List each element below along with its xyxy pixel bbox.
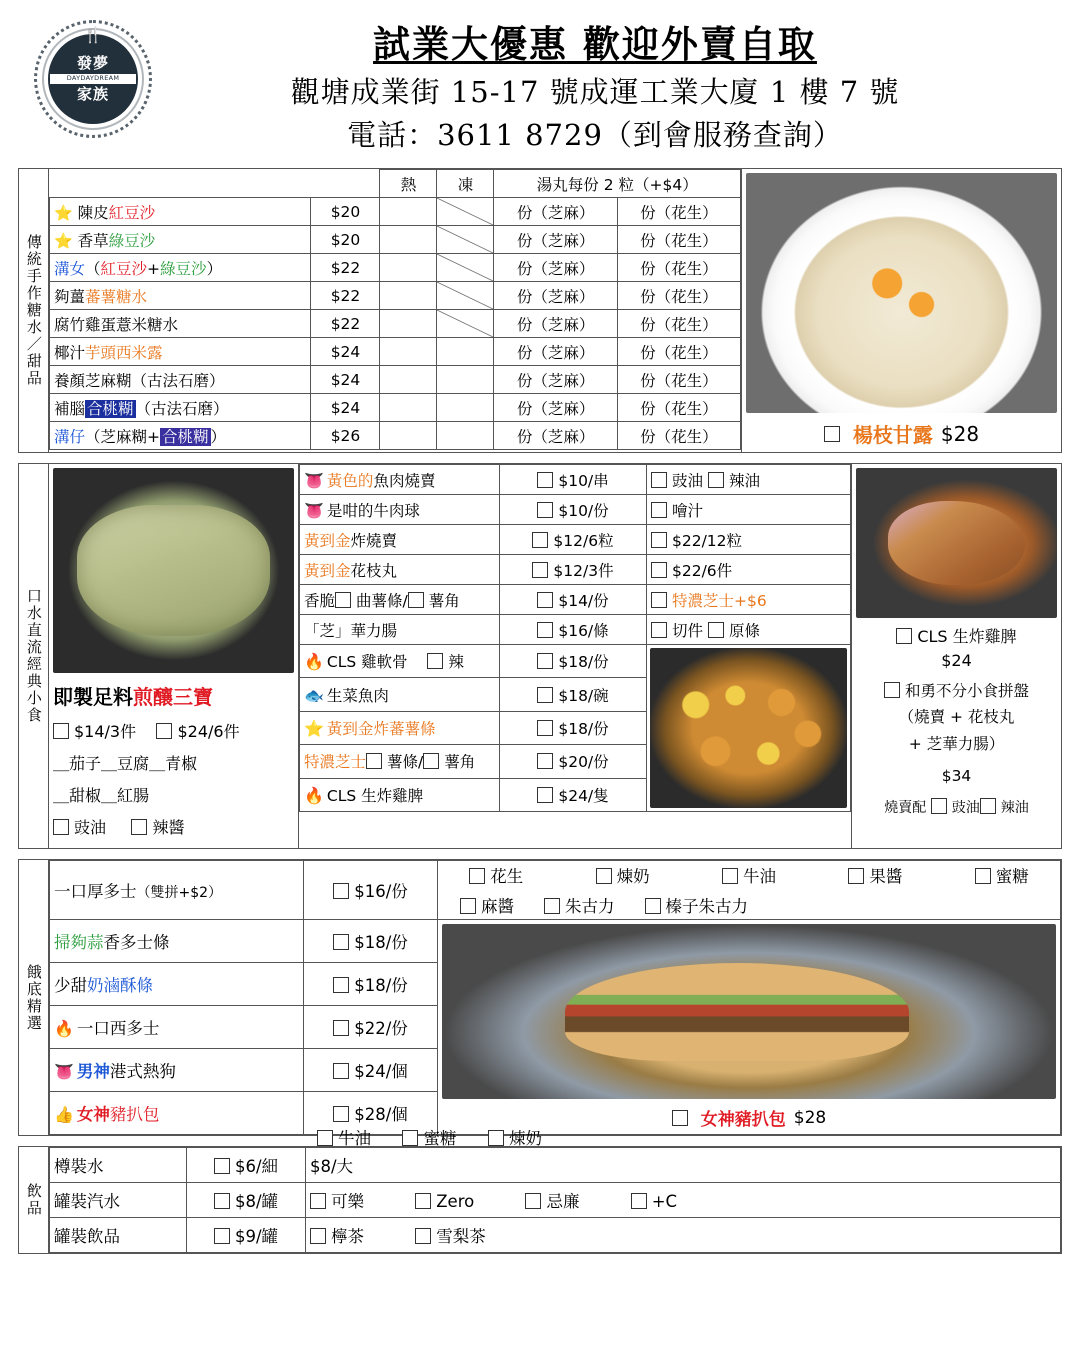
dessert-name: ⭐ 陳皮紅豆沙 (50, 198, 311, 226)
price-checkbox[interactable] (333, 1106, 349, 1122)
star-icon: ⭐ (304, 718, 324, 738)
price-alt-checkbox[interactable] (651, 532, 667, 548)
section-toast-label: 餓底精選 (19, 860, 49, 1135)
tangyuan-peanut[interactable]: 份（花生） (617, 338, 740, 366)
condensed-milk-checkbox[interactable] (596, 868, 612, 884)
fries-checkbox[interactable] (366, 753, 382, 769)
drink-price-1[interactable]: $6/細 (187, 1148, 306, 1183)
soy-sauce-checkbox[interactable] (931, 798, 947, 814)
menu-header (18, 8, 1062, 158)
dessert-price: $22 (311, 254, 380, 282)
col-tangyuan: 湯丸每份 2 粒（+$4） (494, 170, 741, 198)
snack-name: 🔥 CLS 雞軟骨 辣 (300, 645, 500, 678)
snack-name: 👅 黃色的魚肉燒賣 (300, 465, 500, 495)
table-header-row (50, 170, 741, 198)
hot-cell[interactable] (380, 226, 437, 254)
snack-price[interactable]: $18/份 (500, 645, 647, 678)
price-checkbox[interactable] (537, 720, 553, 736)
fried-chicken-checkbox[interactable] (896, 628, 912, 644)
hot-cell[interactable] (380, 310, 437, 338)
drink-name: 罐裝飲品 (50, 1218, 187, 1253)
price-checkbox[interactable] (532, 562, 548, 578)
drink-options[interactable]: 檸茶 雪梨茶 (306, 1218, 1061, 1253)
mango-sago-photo (746, 173, 1057, 413)
snack-name: 香脆 曲薯條/ 薯角 (300, 585, 500, 615)
combo-line2: + 芝華力腸） (908, 734, 1005, 753)
dessert-name: 溝女（紅豆沙+綠豆沙） (50, 254, 311, 282)
snack-name: 🔥 CLS 生炸雞脾 (300, 778, 500, 811)
tangyuan-sesame[interactable]: 份（芝麻） (494, 282, 617, 310)
tangyuan-sesame[interactable]: 份（芝麻） (494, 254, 617, 282)
col-hot: 熱 (380, 170, 437, 198)
fried-chicken-price: $24 (941, 651, 972, 670)
toast-name: 👍 女神豬扒包 (50, 1092, 304, 1135)
snack-platter-photo-cell (647, 645, 851, 812)
tangyuan-peanut[interactable]: 份（花生） (617, 422, 740, 450)
toast-price[interactable]: $16/份 (304, 861, 438, 920)
table-row[interactable] (300, 645, 851, 678)
dessert-table (49, 169, 741, 450)
pork-chop-burger-photo (442, 924, 1056, 1099)
price-checkbox[interactable] (532, 532, 548, 548)
snack-price[interactable]: $18/份 (500, 711, 647, 744)
toast-table (49, 860, 1061, 1135)
table-row[interactable] (50, 394, 741, 422)
snack-price[interactable]: $10/串 (500, 465, 647, 495)
wedges-checkbox[interactable] (423, 753, 439, 769)
toast-name: 🔥 一口西多士 (50, 1006, 304, 1049)
pork-chop-burger-checkbox[interactable] (672, 1110, 688, 1126)
dessert-price: $22 (311, 282, 380, 310)
dessert-price: $26 (311, 422, 380, 450)
price-checkbox[interactable] (537, 502, 553, 518)
fire-icon: 🔥 (304, 785, 324, 805)
drink-name: 罐裝汽水 (50, 1183, 187, 1218)
snack-price[interactable]: $14/份 (500, 585, 647, 615)
cold-cell[interactable] (437, 366, 494, 394)
snack-price[interactable]: $12/3件 (500, 555, 647, 585)
utensils-icon: 🍴 (83, 26, 103, 44)
thumbs-up-icon: 👍 (54, 1105, 74, 1124)
chili-oil-checkbox[interactable] (980, 798, 996, 814)
snack-price[interactable]: $10/份 (500, 495, 647, 525)
plus-c-checkbox[interactable] (631, 1193, 647, 1209)
table-row[interactable] (300, 585, 851, 615)
star-icon: ⭐ (54, 231, 73, 250)
fire-icon: 🔥 (54, 1019, 74, 1038)
toast-price[interactable]: $18/份 (304, 963, 438, 1006)
table-row[interactable] (50, 366, 741, 394)
price-checkbox[interactable] (333, 883, 349, 899)
whole-checkbox[interactable] (708, 622, 724, 638)
tangyuan-sesame[interactable]: 份（芝麻） (494, 366, 617, 394)
tangyuan-sesame[interactable]: 份（芝麻） (494, 198, 617, 226)
snack-price[interactable]: $24/隻 (500, 778, 647, 811)
chocolate-checkbox[interactable] (544, 898, 560, 914)
dessert-price: $20 (311, 226, 380, 254)
combo-title[interactable]: 和勇不分小食拼盤 (856, 678, 1057, 704)
tongue-icon: 👅 (54, 1062, 74, 1081)
snack-options[interactable]: 豉油 辣油 (647, 465, 851, 495)
table-row[interactable] (300, 615, 851, 645)
drink-name: 樽裝水 (50, 1148, 187, 1183)
price-checkbox[interactable] (537, 653, 553, 669)
wedges-checkbox[interactable] (408, 592, 424, 608)
tangyuan-peanut[interactable]: 份（花生） (617, 254, 740, 282)
lemon-tea-checkbox[interactable] (310, 1228, 326, 1244)
fried-chicken-photo (856, 468, 1057, 618)
table-row[interactable] (50, 226, 741, 254)
table-row[interactable] (50, 310, 741, 338)
pork-chop-burger-name: 女神豬扒包 (700, 1110, 786, 1130)
price-checkbox[interactable] (537, 472, 553, 488)
snack-options[interactable]: 特濃芝士+$6 (647, 585, 851, 615)
burger-photo-cell (438, 920, 1061, 1135)
dessert-name: 溝仔（芝麻糊+ 合桃糊 ） (50, 422, 311, 450)
toast-price[interactable]: $28/個 (304, 1092, 438, 1135)
toast-name: 👅 男神港式熱狗 (50, 1049, 304, 1092)
table-row[interactable] (300, 555, 851, 585)
condensed-milk-checkbox[interactable] (488, 1130, 504, 1146)
dessert-name: 椰汁芋頭西米露 (50, 338, 311, 366)
combo-price: $34 (941, 767, 972, 786)
table-row[interactable] (50, 1183, 1061, 1218)
logo-text-bottom: 家族 (76, 84, 109, 103)
price-checkbox[interactable] (537, 753, 553, 769)
mango-sago-caption (824, 419, 979, 448)
snack-name: ⭐ 黃到金炸蕃薯條 (300, 711, 500, 744)
dessert-price: $24 (311, 394, 380, 422)
toast-name: 掃夠蒜香多士條 (50, 920, 304, 963)
table-row[interactable] (50, 198, 741, 226)
snacks-right-panel (851, 464, 1061, 848)
cola-checkbox[interactable] (310, 1193, 326, 1209)
drink-price-1[interactable]: $9/罐 (187, 1218, 306, 1253)
tangyuan-sesame[interactable]: 份（芝麻） (494, 338, 617, 366)
dessert-name: ⭐ 香草綠豆沙 (50, 226, 311, 254)
price-checkbox[interactable] (537, 622, 553, 638)
hot-cell[interactable] (380, 282, 437, 310)
dessert-price: $20 (311, 198, 380, 226)
toast-options[interactable]: 花生 煉奶 牛油 果醬 蜜糖 麻醬 朱古力 榛子朱古力 (438, 861, 1061, 920)
fire-icon: 🔥 (304, 652, 324, 672)
dessert-name: 補腦 合桃糊 （古法石磨） (50, 394, 311, 422)
cold-cell[interactable] (437, 338, 494, 366)
hot-cell[interactable] (380, 198, 437, 226)
tongue-icon: 👅 (304, 470, 324, 490)
tangyuan-peanut[interactable]: 份（花生） (617, 282, 740, 310)
table-row[interactable] (50, 920, 1061, 963)
tangyuan-sesame[interactable]: 份（芝麻） (494, 394, 617, 422)
cold-cell[interactable] (437, 282, 494, 310)
snack-name: 「芝」華力腸 (300, 615, 500, 645)
toast-price[interactable]: $24/個 (304, 1049, 438, 1092)
dessert-name: 養顏芝麻糊（古法石磨） (50, 366, 311, 394)
snack-name: 👅 是咁的牛肉球 (300, 495, 500, 525)
table-row[interactable] (50, 1148, 1061, 1183)
page-title: 試業大優惠 歡迎外賣自取 (373, 22, 817, 66)
table-row[interactable] (300, 465, 851, 495)
phone-line: 電話：3611 8729（到會服務查詢） (347, 118, 843, 152)
west-toast-options[interactable]: 牛油 蜜糖 煉奶 (317, 1125, 747, 1149)
price-checkbox[interactable] (537, 687, 553, 703)
dessert-price: $22 (311, 310, 380, 338)
tangyuan-peanut[interactable]: 份（花生） (617, 226, 740, 254)
snack-price[interactable]: $16/條 (500, 615, 647, 645)
cold-cell[interactable] (437, 394, 494, 422)
cold-cell[interactable] (437, 198, 494, 226)
toast-name: 少甜奶滷酥條 (50, 963, 304, 1006)
curly-fries-checkbox[interactable] (335, 592, 351, 608)
toast-price[interactable]: $18/份 (304, 920, 438, 963)
mango-sago-name: 楊枝甘露 (852, 423, 933, 447)
table-row[interactable] (300, 495, 851, 525)
peanut-checkbox[interactable] (469, 868, 485, 884)
logo-text-en: DAYDAYDREAM (50, 74, 136, 83)
snacks-table (299, 464, 851, 812)
hot-cell[interactable] (380, 394, 437, 422)
table-row[interactable] (50, 422, 741, 450)
price-checkbox[interactable] (214, 1193, 230, 1209)
price-checkbox[interactable] (214, 1228, 230, 1244)
table-row[interactable] (50, 254, 741, 282)
snack-price-alt[interactable]: $22/12粒 (647, 525, 851, 555)
stuffed-trio-panel (49, 464, 299, 848)
sliced-checkbox[interactable] (651, 622, 667, 638)
fried-chicken-caption: CLS 生炸雞脾 (856, 624, 1057, 647)
price-checkbox[interactable] (333, 1063, 349, 1079)
stuffed-trio-veg-row1[interactable]: ＿茄子＿豆腐＿青椒 (53, 754, 198, 773)
tangyuan-sesame[interactable]: 份（芝麻） (494, 226, 617, 254)
stuffed-trio-title: 即製足料煎釀三寶 (53, 685, 213, 709)
table-row[interactable] (50, 282, 741, 310)
dessert-name: 夠薑蕃薯糖水 (50, 282, 311, 310)
table-row[interactable] (50, 861, 1061, 920)
tangyuan-sesame[interactable]: 份（芝麻） (494, 422, 617, 450)
spicy-checkbox[interactable] (427, 653, 443, 669)
price-checkbox[interactable] (333, 977, 349, 993)
snack-name: 特濃芝士 薯條/ 薯角 (300, 745, 500, 778)
snack-name: 黃到金花枝丸 (300, 555, 500, 585)
price-alt-checkbox[interactable] (651, 562, 667, 578)
stuffed-trio-veg-row2[interactable]: ＿甜椒＿紅腸 (53, 786, 150, 805)
drink-price-1[interactable]: $8/罐 (187, 1183, 306, 1218)
mango-sago-checkbox[interactable] (824, 426, 840, 442)
snack-platter-photo (650, 648, 847, 808)
tongue-icon: 👅 (304, 500, 324, 520)
toast-price[interactable]: $22/份 (304, 1006, 438, 1049)
snack-name: 🐟 生菜魚肉 (300, 678, 500, 711)
soy-sauce-checkbox[interactable] (651, 472, 667, 488)
tangyuan-peanut[interactable]: 份（花生） (617, 198, 740, 226)
price-small-checkbox[interactable] (214, 1158, 230, 1174)
fish-icon: 🐟 (304, 685, 324, 705)
dessert-name: 腐竹雞蛋薏米糖水 (50, 310, 311, 338)
section-drinks (18, 1146, 1062, 1254)
snack-price[interactable]: $20/份 (500, 745, 647, 778)
pear-tea-checkbox[interactable] (415, 1228, 431, 1244)
cold-cell[interactable] (437, 226, 494, 254)
price-6pc-checkbox[interactable] (156, 723, 172, 739)
cheese-addon-checkbox[interactable] (651, 592, 667, 608)
stuffed-trio-photo (53, 468, 294, 673)
drink-price-2[interactable]: $8/大 (306, 1148, 1061, 1183)
price-3pc-checkbox[interactable] (53, 723, 69, 739)
stuffed-trio-sauces: 豉油 辣醬 (53, 812, 294, 844)
toast-name: 一口厚多士（雙拼+$2） (50, 861, 304, 920)
tangyuan-peanut[interactable]: 份（花生） (617, 310, 740, 338)
hot-cell[interactable] (380, 366, 437, 394)
price-checkbox[interactable] (333, 1020, 349, 1036)
dessert-price: $24 (311, 366, 380, 394)
snack-price-alt[interactable]: $22/6件 (647, 555, 851, 585)
star-icon: ⭐ (54, 203, 73, 222)
tangyuan-peanut[interactable]: 份（花生） (617, 394, 740, 422)
snack-name: 黃到金炸燒賣 (300, 525, 500, 555)
table-row[interactable] (50, 1218, 1061, 1253)
hot-cell[interactable] (380, 422, 437, 450)
combo-sauce-row[interactable]: 燒賣配 豉油 辣油 (884, 800, 1029, 817)
mango-sago-price: $28 (940, 421, 980, 446)
butter-checkbox[interactable] (317, 1130, 333, 1146)
cream-soda-checkbox[interactable] (525, 1193, 541, 1209)
table-row[interactable] (50, 338, 741, 366)
brand-logo (18, 14, 168, 144)
stuffed-trio-prices: $14/3件 $24/6件 (53, 716, 294, 748)
soy-sauce-checkbox[interactable] (53, 819, 69, 835)
col-cold: 凍 (437, 170, 494, 198)
combo-line1: （燒賣 + 花枝丸 (898, 708, 1015, 727)
zero-checkbox[interactable] (415, 1193, 431, 1209)
drink-options[interactable]: 可樂 Zero 忌廉 +C (306, 1183, 1061, 1218)
combo-platter (856, 678, 1057, 821)
section-drinks-label: 飲品 (19, 1147, 49, 1253)
section-snacks (18, 463, 1062, 849)
hazelnut-chocolate-checkbox[interactable] (645, 898, 661, 914)
hot-cell[interactable] (380, 338, 437, 366)
sesame-paste-checkbox[interactable] (460, 898, 476, 914)
price-checkbox[interactable] (333, 934, 349, 950)
honey-checkbox[interactable] (402, 1130, 418, 1146)
sauce-checkbox[interactable] (651, 502, 667, 518)
honey-checkbox[interactable] (975, 868, 991, 884)
price-checkbox[interactable] (537, 787, 553, 803)
table-row[interactable] (300, 525, 851, 555)
logo-text-top: 發夢 (76, 54, 109, 73)
drinks-table (49, 1147, 1061, 1253)
snack-price[interactable]: $18/碗 (500, 678, 647, 711)
butter-checkbox[interactable] (722, 868, 738, 884)
hot-cell[interactable] (380, 254, 437, 282)
cold-cell[interactable] (437, 422, 494, 450)
section-dessert (18, 168, 1062, 453)
snack-options[interactable]: 噲汁 (647, 495, 851, 525)
dessert-photo-cell (741, 169, 1061, 452)
snack-price[interactable]: $12/6粒 (500, 525, 647, 555)
cold-cell[interactable] (437, 310, 494, 338)
chili-sauce-checkbox[interactable] (131, 819, 147, 835)
dessert-price: $24 (311, 338, 380, 366)
section-dessert-label: 傳統手作糖水／甜品 (19, 169, 49, 452)
cold-cell[interactable] (437, 254, 494, 282)
section-snacks-label: 口水直流經典小食 (19, 464, 49, 848)
price-checkbox[interactable] (537, 592, 553, 608)
chili-oil-checkbox[interactable] (708, 472, 724, 488)
tangyuan-sesame[interactable]: 份（芝麻） (494, 310, 617, 338)
pork-chop-burger-price: $28 (793, 1107, 827, 1128)
snack-options[interactable]: 切件 原條 (647, 615, 851, 645)
tangyuan-peanut[interactable]: 份（花生） (617, 366, 740, 394)
jam-checkbox[interactable] (848, 868, 864, 884)
combo-checkbox[interactable] (884, 682, 900, 698)
section-toast (18, 859, 1062, 1136)
address-line: 觀塘成業街 15-17 號成運工業大廈 1 樓 7 號 (290, 75, 900, 109)
